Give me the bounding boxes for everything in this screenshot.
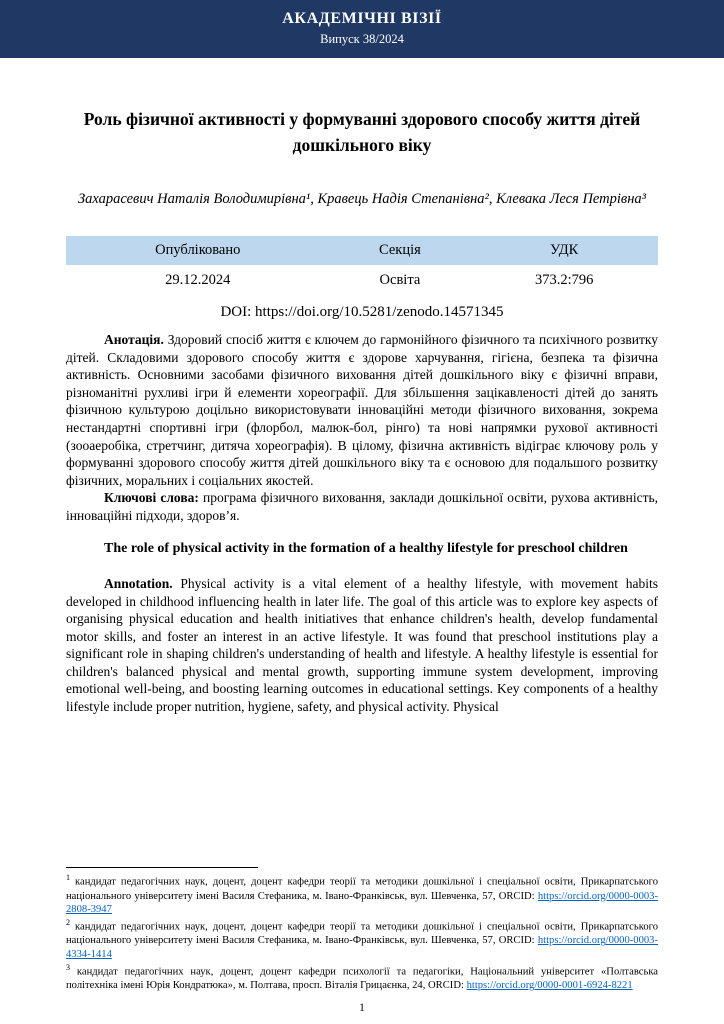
footnote-1 bbox=[66, 873, 658, 917]
footnote-2-text: кандидат педагогічних наук, доцент, доцент кафедри теорії та методики дошкільної і спеціальної освіти, Прикарпатського національного університету імені Василя Стефаника, м. Івано-Франківськ, вул. Шевченка, 57, ORCID: bbox=[66, 921, 658, 947]
abstract-uk-paragraph bbox=[66, 331, 658, 489]
journal-title: АКАДЕМІЧНІ ВІЗІЇ bbox=[282, 10, 442, 27]
footnote-separator bbox=[66, 867, 258, 868]
orcid-link-3[interactable]: https://orcid.org/0000-0001-6924-8221 bbox=[466, 980, 633, 992]
page-number: 1 bbox=[359, 1002, 365, 1014]
column-udc: УДК bbox=[470, 236, 658, 265]
published-date-value: 29.12.2024 bbox=[66, 265, 330, 296]
footnote-2-marker: 2 bbox=[66, 918, 70, 928]
abstract-en-label: Annotation. bbox=[104, 576, 173, 592]
article-content bbox=[0, 106, 724, 716]
footnote-3-text: кандидат педагогічних наук, доцент, доцент кафедри психології та педагогіки, Національний університет «Полтавська політехніка імені Юрія Кондратюка», м. Полтава, просп. Віталія Грицаєнка, 24, ORCID: bbox=[66, 966, 659, 992]
footnote-1-text: кандидат педагогічних наук, доцент, доцент кафедри теорії та методики дошкільної і спеціальної освіти, Прикарпатського національного університету імені Василя Стефаника, м. Івано-Франківськ, вул. Шевченка, 57, ORCID: bbox=[66, 876, 658, 902]
meta-table-data-row bbox=[66, 265, 658, 296]
udc-value: 373.2:796 bbox=[470, 265, 658, 296]
footnotes-section bbox=[66, 867, 658, 994]
abstract-en-paragraph bbox=[66, 575, 658, 715]
publication-meta-table bbox=[66, 236, 658, 296]
article-title-en: The role of physical activity in the formation of a healthy lifestyle for preschool children bbox=[104, 541, 628, 557]
footnote-3-marker: 3 bbox=[66, 962, 70, 972]
section-value: Освіта bbox=[330, 265, 471, 296]
abstract-en-text: Physical activity is a vital element of a healthy lifestyle, with movement habits developed in childhood influencing health in later life. The goal of this article was to explore key aspects of organising physical education and health initiatives that enhance children's health, develop fundamental motor skills, and foster an interest in an active lifestyle. It was found that preschool institutions play a significant role in shaping children's understanding of health and lifestyle. A healthy lifestyle is essential for children's balanced physical and mental growth, supporting immune system development, improving emotional well-being, and boosting learning outcomes in educational settings. Key components of a healthy lifestyle include proper nutrition, hygiene, safety, and physical activity. Physical bbox=[66, 576, 658, 714]
article-title: Роль фізичної активності у формуванні здорового способу життя дітей дошкільного віку bbox=[83, 109, 641, 156]
orcid-link-2[interactable]: https://orcid.org/0000-0003-4334-1414 bbox=[66, 935, 658, 961]
journal-banner bbox=[0, 0, 724, 58]
column-published: Опубліковано bbox=[66, 236, 330, 265]
keywords-text: програма фізичного виховання, заклади дошкільної освіти, рухова активність, інноваційні підходи, здоров’я. bbox=[66, 490, 659, 523]
abstract-uk-label: Анотація. bbox=[104, 332, 164, 348]
keywords-paragraph bbox=[66, 489, 658, 524]
column-section: Секція bbox=[330, 236, 471, 265]
footnote-3 bbox=[66, 963, 658, 993]
doi-line: DOI: https://doi.org/10.5281/zenodo.14571345 bbox=[220, 304, 504, 321]
meta-table-header-row bbox=[66, 236, 658, 265]
footnote-1-marker: 1 bbox=[66, 873, 70, 883]
journal-issue: Випуск 38/2024 bbox=[320, 32, 404, 46]
orcid-link-1[interactable]: https://orcid.org/0000-0003-2808-3947 bbox=[66, 890, 658, 916]
footnote-2 bbox=[66, 918, 658, 962]
keywords-label: Ключові слова: bbox=[104, 490, 199, 506]
abstract-uk-text: Здоровий спосіб життя є ключем до гармонійного фізичного та психічного розвитку дітей. Складовими здорового способу життя є здорове харчування, гігієна, безпека та фізична активність. Основними засобами фізичного виховання дітей дошкільного віку є фізичні вправи, різноманітні рухливі ігри й елементи хореографії. Для збільшення зацікавленості дітей до занять фізичною культурою доцільно використовувати інноваційні методи фізичного виховання, зокрема нестандартні спортивні ігри (флорбол, малюк-бол, рінго) та нові напрямки рухової активності (зооаеробіка, стретчинг, дитяча хореографія). В цілому, фізична активність відіграє ключову роль у формуванні здорового способу життя дітей дошкільного віку та є основою для подальшого розвитку фізичних, моральних і соціальних якостей. bbox=[66, 332, 658, 488]
authors-line: Захарасевич Наталія Володимирівна¹, Кравець Надія Степанівна², Клевака Леся Петрівна³ bbox=[77, 190, 647, 207]
